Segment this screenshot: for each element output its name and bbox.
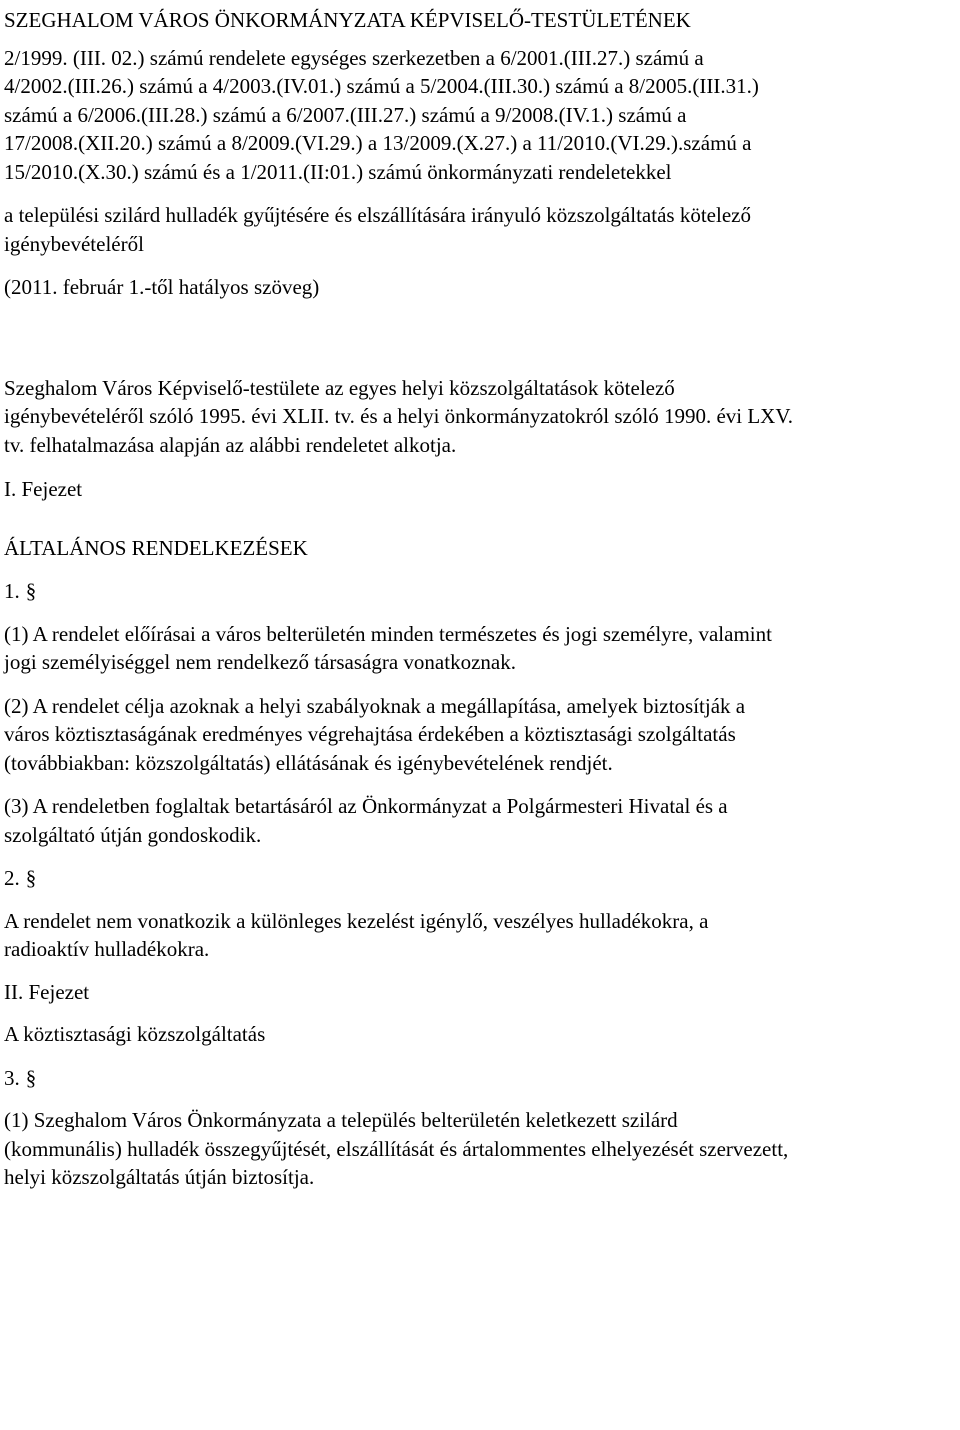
paragraph-line: A rendelet nem vonatkozik a különleges kezelést igénylő, veszélyes hulladékokra, a xyxy=(4,908,709,933)
section-sign: § xyxy=(25,1065,37,1090)
section-2-number: 2. xyxy=(4,866,20,890)
section-sign: § xyxy=(25,866,37,890)
chapter-2-title: A köztisztasági közszolgáltatás xyxy=(4,1022,266,1046)
ordinance-line: 2/1999. (III. 02.) számú rendelete egységes szerkezetben a 6/2001.(III.27.) számú a xyxy=(4,45,704,70)
paragraph-line: helyi közszolgáltatás útján biztosítja. xyxy=(4,1165,315,1189)
paragraph-line: város köztisztaságának eredményes végrehajtása érdekében a köztisztasági szolgáltatás xyxy=(4,722,736,746)
section-1-paragraph-1 xyxy=(4,620,956,677)
section-1-number: 1. xyxy=(4,579,20,603)
preamble-line: Szeghalom Város Képviselő-testülete az egyes helyi közszolgáltatások kötelező xyxy=(4,375,675,400)
ordinance-line: 17/2008.(XII.20.) számú a 8/2009.(VI.29.) a 13/2009.(X.27.) a 11/2010.(VI.29.).számú a xyxy=(4,131,752,155)
paragraph-line: radioaktív hulladékokra. xyxy=(4,937,210,961)
subject-line: a települési szilárd hulladék gyűjtésére és elszállítására irányuló közszolgáltatás kötelező xyxy=(4,203,751,227)
chapter-2-label: II. Fejezet xyxy=(4,979,90,1004)
section-1-paragraph-2 xyxy=(4,692,956,778)
section-1-paragraph-3 xyxy=(4,792,956,849)
chapter-1-label: I. Fejezet xyxy=(4,477,83,501)
preamble xyxy=(4,374,956,460)
paragraph-line: (kommunális) hulladék összegyűjtését, elszállítását és ártalommentes elhelyezését szervezett, xyxy=(4,1136,789,1161)
ordinance-line: 4/2002.(III.26.) számú a 4/2003.(IV.01.) számú a 5/2004.(III.30.) számú a 8/2005.(III.31.) xyxy=(4,74,759,98)
ordinance-subject xyxy=(4,201,956,258)
subject-line: igénybevételéről xyxy=(4,231,144,256)
paragraph-line: szolgáltató útján gondoskodik. xyxy=(4,822,262,847)
section-sign: § xyxy=(25,579,37,603)
section-3-paragraph-1 xyxy=(4,1106,956,1192)
ordinance-line: számú a 6/2006.(III.28.) számú a 6/2007.(III.27.) számú a 9/2008.(IV.1.) számú a xyxy=(4,102,687,127)
section-2-heading xyxy=(4,864,956,893)
ordinance-line: 15/2010.(X.30.) számú és a 1/2011.(II:01.) számú önkormányzati rendeletekkel xyxy=(4,159,672,184)
ordinance-reference xyxy=(4,44,956,187)
paragraph-line: jogi személyiséggel nem rendelkező társaságra vonatkoznak. xyxy=(4,650,516,674)
preamble-line: igénybevételéről szóló 1995. évi XLII. tv. és a helyi önkormányzatokról szóló 1990. évi LXV. xyxy=(4,404,794,428)
paragraph-line: (2) A rendelet célja azoknak a helyi szabályoknak a megállapítása, amelyek biztosítják a xyxy=(4,693,746,718)
document-body xyxy=(4,0,956,1192)
section-1-heading xyxy=(4,577,956,606)
paragraph-line: (1) A rendelet előírásai a város belterületén minden természetes és jogi személyre, valamint xyxy=(4,621,772,646)
preamble-line: tv. felhatalmazása alapján az alábbi rendeletet alkotja. xyxy=(4,432,457,457)
document-title: SZEGHALOM VÁROS ÖNKORMÁNYZATA KÉPVISELŐ-TESTÜLETÉNEK xyxy=(4,8,691,32)
paragraph-line: (1) Szeghalom Város Önkormányzata a település belterületén keletkezett szilárd xyxy=(4,1108,678,1132)
section-3-heading xyxy=(4,1064,956,1093)
paragraph-line: (továbbiakban: közszolgáltatás) ellátásának és igénybevételének rendjét. xyxy=(4,750,613,775)
section-3-number: 3. xyxy=(4,1065,20,1090)
section-2-paragraph-1 xyxy=(4,907,956,964)
effective-date-note: (2011. február 1.-től hatályos szöveg) xyxy=(4,275,320,299)
chapter-1-title: ÁLTALÁNOS RENDELKEZÉSEK xyxy=(4,535,308,560)
paragraph-line: (3) A rendeletben foglaltak betartásáról az Önkormányzat a Polgármesteri Hivatal és a xyxy=(4,794,728,818)
